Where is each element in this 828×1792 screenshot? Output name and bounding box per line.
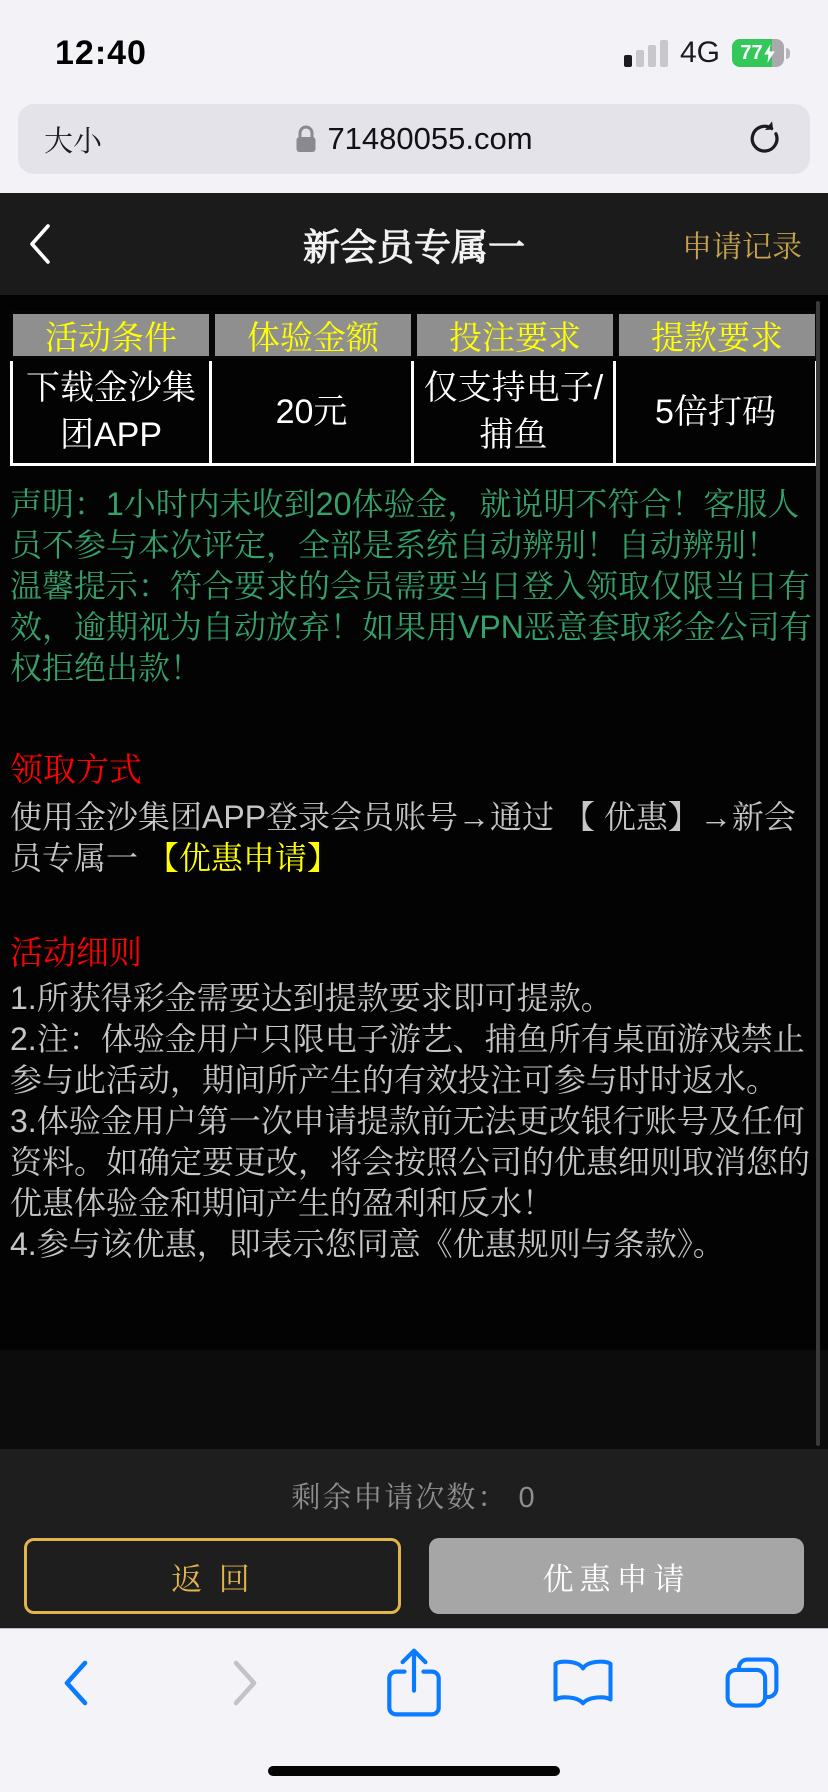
remaining-label: 剩余申请次数：	[291, 1482, 509, 1514]
share-icon	[383, 1645, 445, 1721]
claim-method-text: 使用金沙集团APP登录会员账号→通过 【 优惠】→新会员专属一	[10, 799, 796, 876]
table-header-cell: 投注要求	[414, 311, 616, 359]
remaining-count: 0	[518, 1482, 537, 1514]
battery-icon	[732, 39, 790, 67]
promo-table-header-row	[10, 311, 818, 359]
rule-item: 4.参与该优惠，即表示您同意《优惠规则与条款》。	[10, 1226, 725, 1262]
promo-table-body-row	[10, 361, 818, 466]
tabs-button[interactable]	[716, 1654, 788, 1712]
table-cell: 20元	[212, 361, 414, 466]
claim-method-body	[10, 797, 818, 879]
safari-toolbar	[0, 1628, 828, 1792]
status-bar	[0, 0, 828, 88]
rule-item: 3.体验金用户第一次申请提款前无法更改银行账号及任何资料。如确定要更改，将会按照公司的优惠细则取消您的优惠体验金和期间产生的盈利和反水！	[10, 1103, 811, 1221]
table-header-cell: 活动条件	[10, 311, 212, 359]
notice-block	[10, 484, 818, 689]
back-button[interactable]: 返 回	[24, 1538, 401, 1614]
claim-method-highlight: 【优惠申请】	[146, 840, 339, 876]
rules-list	[10, 978, 818, 1265]
tabs-icon	[722, 1654, 782, 1712]
text-size-button[interactable]: 大小	[44, 125, 103, 158]
browser-back-button[interactable]	[40, 1655, 112, 1711]
page-header	[0, 193, 828, 295]
table-cell: 仅支持电子/捕鱼	[414, 361, 616, 466]
browser-forward-button[interactable]	[209, 1655, 281, 1711]
notice-tips: 温馨提示：符合要求的会员需要当日登入领取仅限当日有效，逾期视为自动放弃！如果用VPN恶意套取彩金公司有权拒绝出款！	[10, 568, 812, 686]
table-header-cell: 体验金额	[212, 311, 414, 359]
clock: 12:40	[55, 33, 147, 72]
forward-arrow-icon	[227, 1655, 263, 1711]
claim-method-heading: 领取方式	[10, 751, 142, 788]
share-button[interactable]	[378, 1645, 450, 1721]
remaining-count-row	[0, 1449, 828, 1516]
url-text: 71480055.com	[327, 121, 533, 156]
bookmarks-button[interactable]	[547, 1656, 619, 1710]
page-title: 新会员专属一	[303, 227, 525, 268]
content-bottom-spacer	[0, 1350, 828, 1449]
home-indicator[interactable]	[268, 1766, 560, 1776]
table-cell: 5倍打码	[616, 361, 818, 466]
battery-percent: 77	[740, 41, 763, 64]
lock-icon	[295, 124, 317, 154]
notice-statement: 声明：1小时内未收到20体验金，就说明不符合！客服人员不参与本次评定，全部是系统自动辨别！自动辨别！	[10, 486, 800, 563]
apply-promo-button[interactable]: 优惠申请	[429, 1538, 804, 1614]
promo-table	[10, 311, 818, 466]
rule-item: 1.所获得彩金需要达到提款要求即可提款。	[10, 980, 613, 1016]
table-cell: 下载金沙集团APP	[10, 361, 212, 466]
url-display[interactable]	[18, 121, 810, 157]
address-bar[interactable]	[18, 104, 810, 174]
rule-item: 2.注：体验金用户只限电子游艺、捕鱼所有桌面游戏禁止参与此活动，期间所产生的有效投注可参与时时返水。	[10, 1021, 805, 1098]
charging-bolt-icon	[763, 44, 776, 63]
browser-chrome-top	[0, 0, 828, 193]
application-records-link[interactable]: 申请记录	[682, 231, 802, 264]
promo-content	[0, 295, 828, 1350]
network-type-label: 4G	[679, 36, 720, 69]
back-arrow-icon	[58, 1655, 94, 1711]
table-header-cell: 提款要求	[616, 311, 818, 359]
footer-buttons	[0, 1538, 828, 1614]
cellular-signal-icon	[624, 40, 668, 67]
scrollbar[interactable]	[816, 301, 820, 1446]
status-indicators	[624, 36, 790, 70]
rules-heading: 活动细则	[10, 934, 142, 971]
page-footer	[0, 1449, 828, 1628]
bookmarks-book-icon	[550, 1656, 616, 1710]
